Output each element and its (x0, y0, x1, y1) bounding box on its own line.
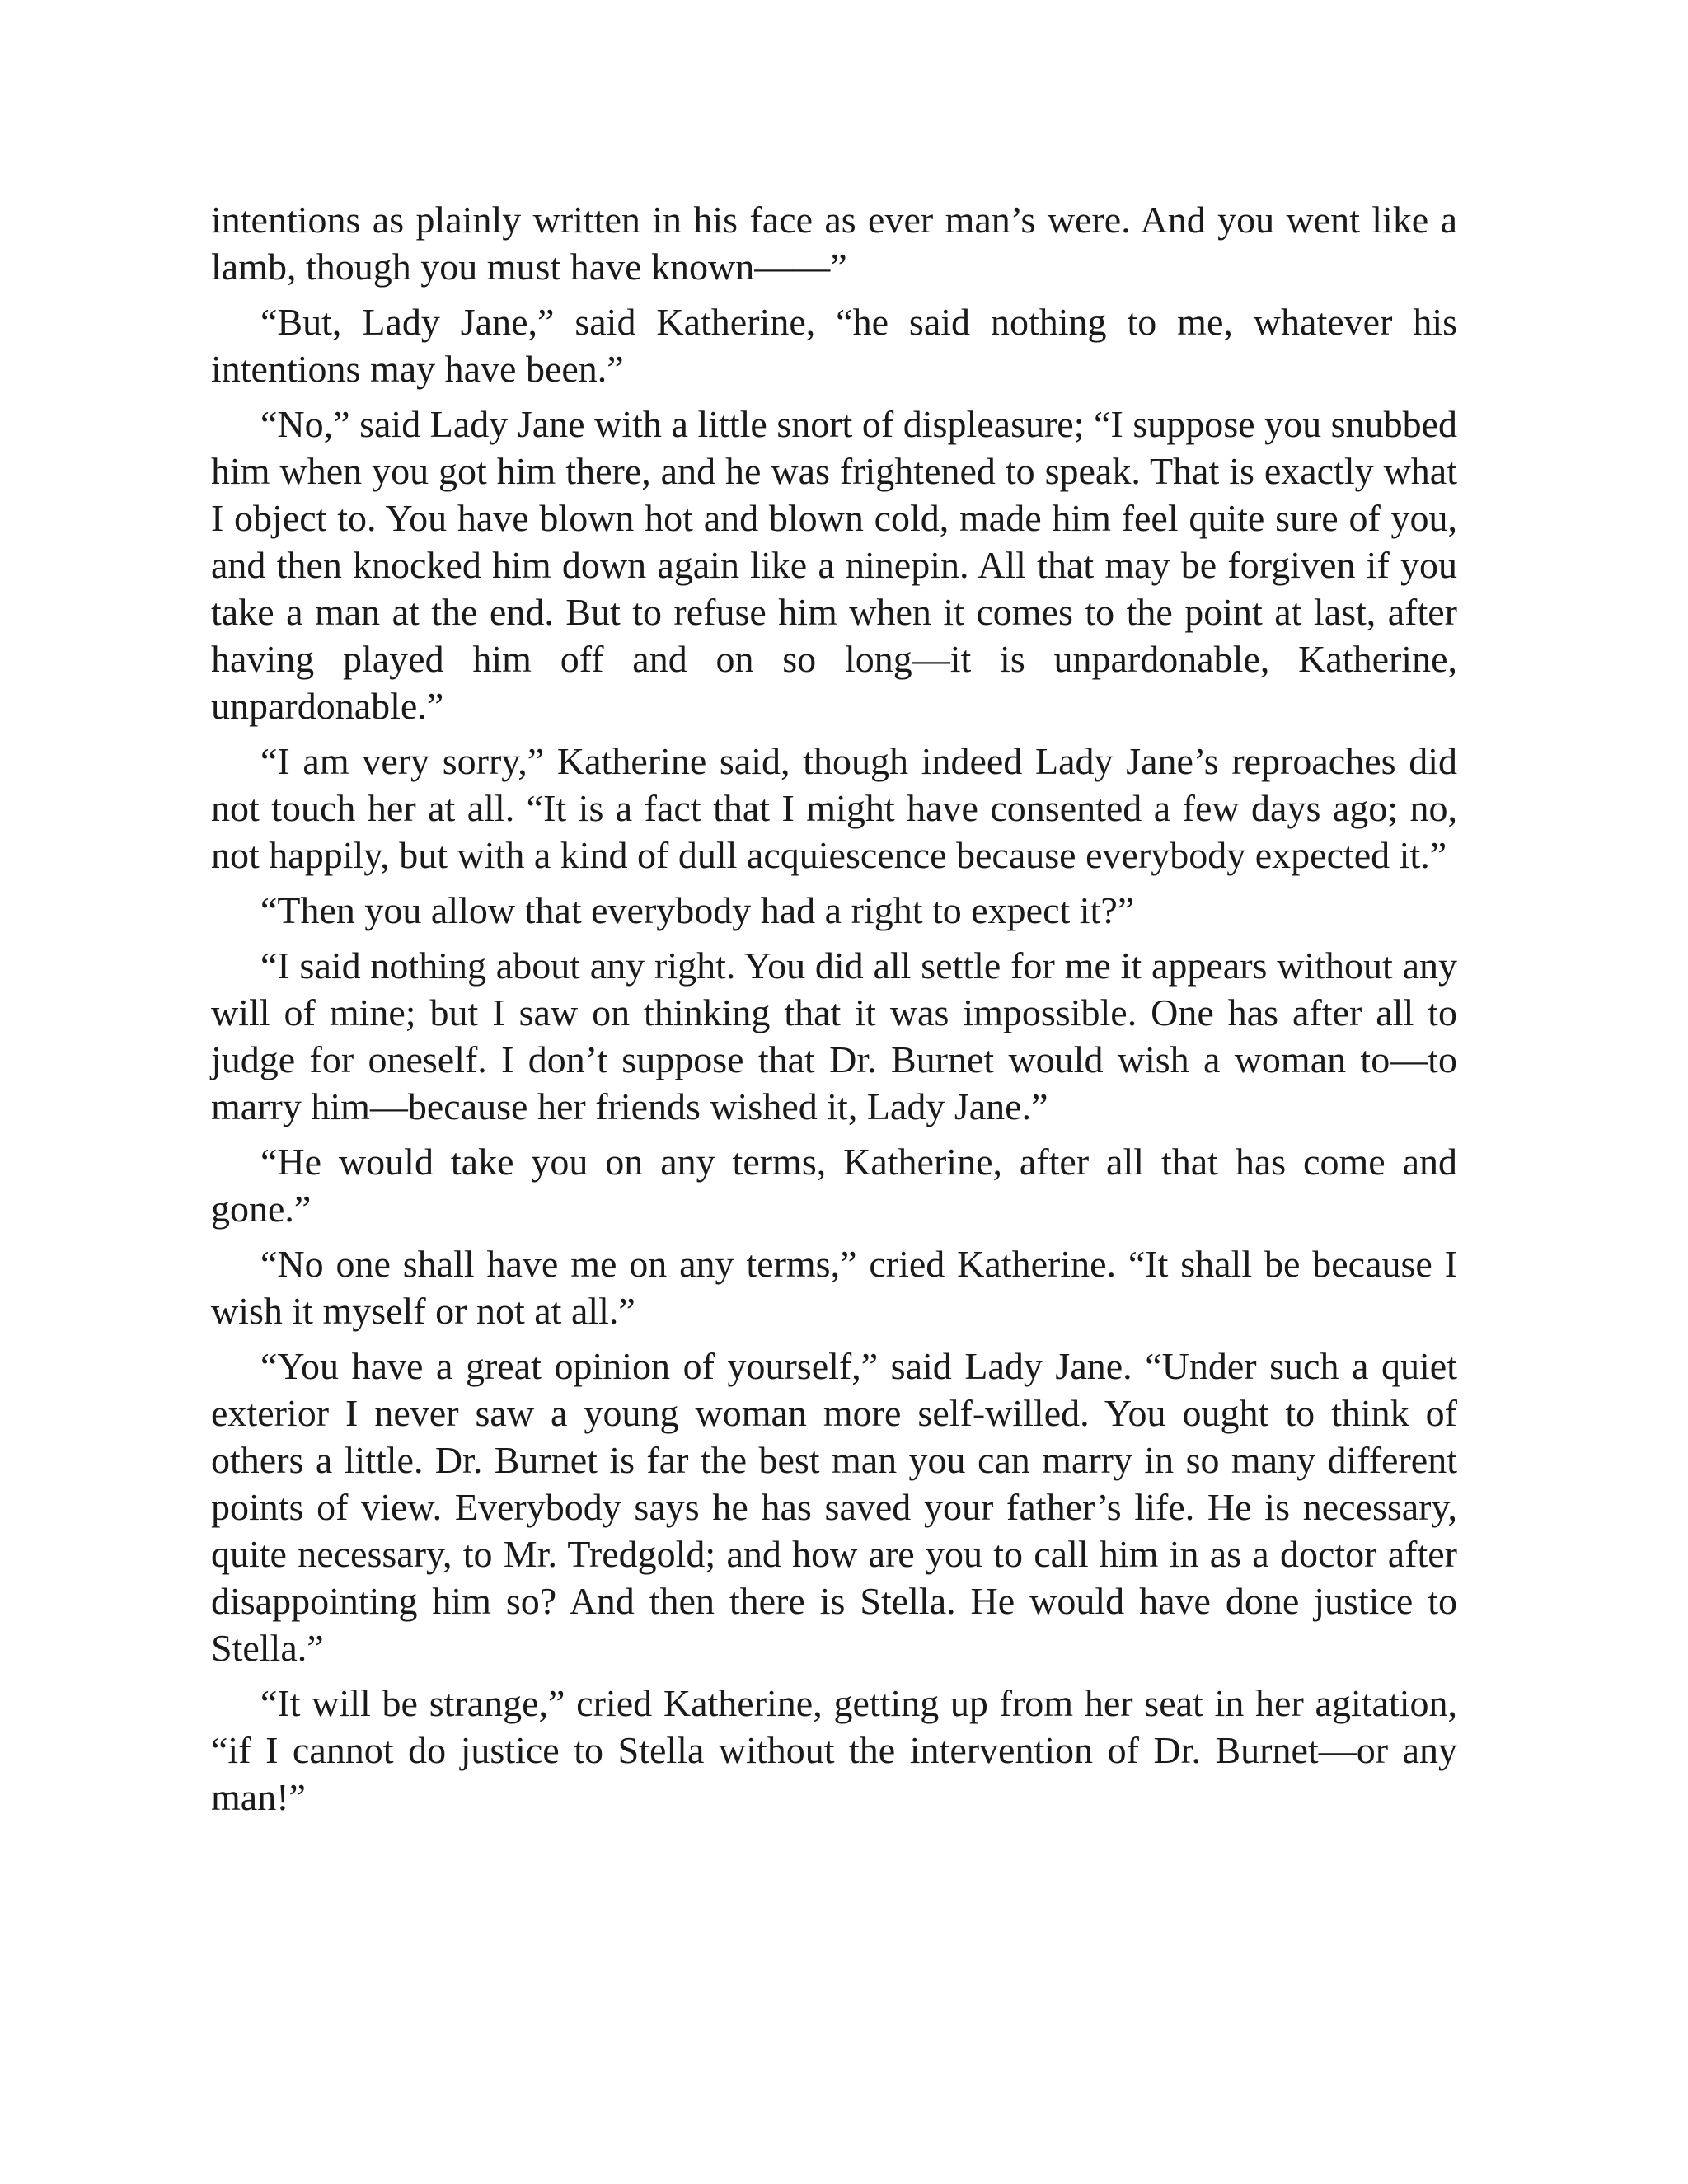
paragraph-4: “I am very sorry,” Katherine said, though indeed Lady Jane’s reproaches did not touch her at all. “It is a fact that I might have consented a few days ago; no, not happily, but with a kind of dull acquiescence because everybody expected it.” (211, 740, 1457, 876)
paragraph-8: “No one shall have me on any terms,” cried Katherine. “It shall be because I wish it myself or not at all.” (211, 1243, 1457, 1332)
paragraph-9: “You have a great opinion of yourself,” said Lady Jane. “Under such a quiet exterior I never saw a young woman more self-willed. You ought to think of others a little. Dr. Burnet is far the best man you can marry in so many different points of view. Everybody says he has saved your father’s life. He is necessary, quite necessary, to Mr. Tredgold; and how are you to call him in as a doctor after disappointing him so? And then there is Stella. He would have done justice to Stella.” (211, 1345, 1457, 1669)
paragraph-10: “It will be strange,” cried Katherine, getting up from her seat in her agitation, “if I cannot do justice to Stella without the intervention of Dr. Burnet—or any man!” (211, 1682, 1457, 1818)
paragraph-3: “No,” said Lady Jane with a little snort of displeasure; “I suppose you snubbed him when you got him there, and he was frightened to speak. That is exactly what I object to. You have blown hot and blown cold, made him feel quite sure of you, and then knocked him down again like a ninepin. All that may be forgiven if you take a man at the end. But to refuse him when it comes to the point at last, after having played him off and on so long—it is unpardonable, Katherine, unpardonable.” (211, 403, 1457, 727)
paragraph-5: “Then you allow that everybody had a right to expect it?” (260, 889, 1135, 931)
paragraph-1: intentions as plainly written in his face as ever man’s were. And you went like a lamb, though you must have known——” (211, 199, 1457, 288)
paragraph-7: “He would take you on any terms, Katherine, after all that has come and gone.” (211, 1141, 1457, 1230)
paragraph-2: “But, Lady Jane,” said Katherine, “he said nothing to me, whatever his intentions may have been.” (211, 301, 1457, 390)
book-page (211, 196, 1457, 1829)
paragraph-6: “I said nothing about any right. You did all settle for me it appears without any will of mine; but I saw on thinking that it was impossible. One has after all to judge for oneself. I don’t suppose that Dr. Burnet would wish a woman to—to marry him—because her friends wished it, Lady Jane.” (211, 944, 1457, 1127)
